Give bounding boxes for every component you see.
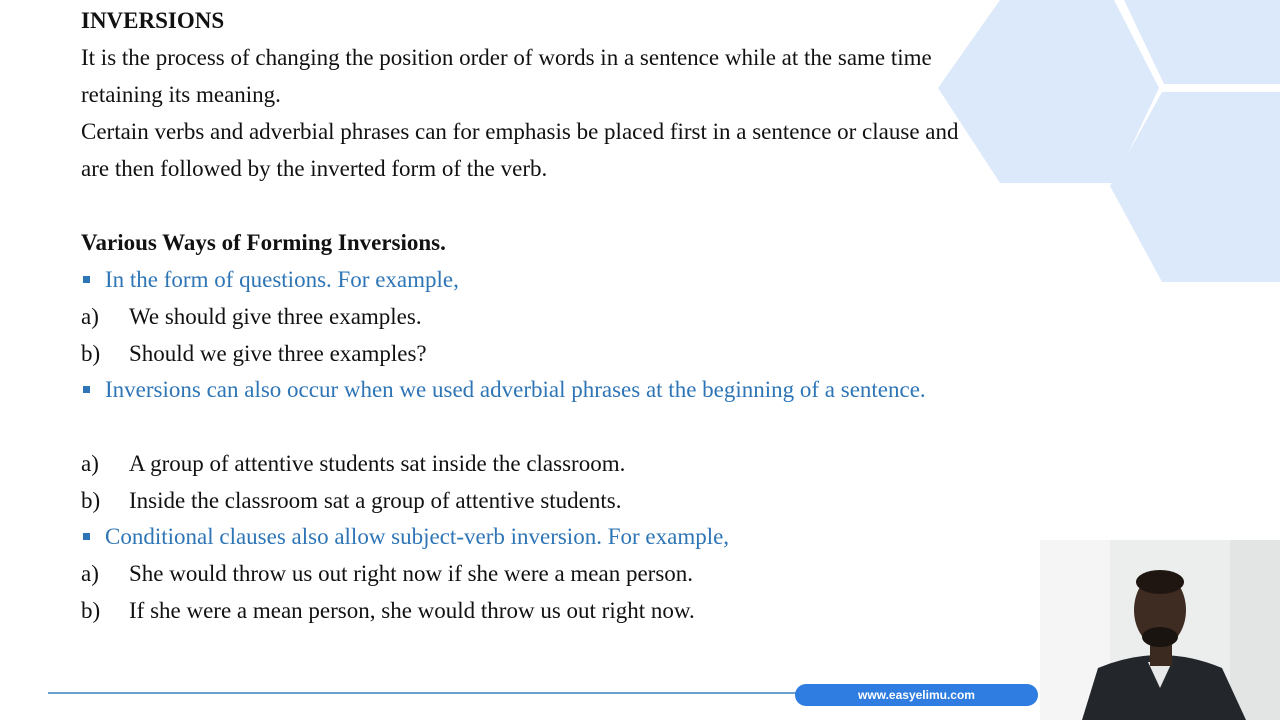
section-subheading: Various Ways of Forming Inversions. bbox=[81, 230, 446, 255]
bullet-text: In the form of questions. For example, bbox=[105, 267, 459, 292]
example-text: If she were a mean person, she would throw us out right now. bbox=[129, 598, 695, 623]
website-badge: www.easyelimu.com bbox=[795, 684, 1038, 706]
example-item bbox=[81, 482, 621, 519]
example-letter: a) bbox=[81, 451, 99, 476]
example-item bbox=[81, 445, 625, 482]
intro-paragraph-1: It is the process of changing the position order of words in a sentence while at the same time retaining its meaning. bbox=[81, 45, 932, 107]
bullet-text: Conditional clauses also allow subject-verb inversion. For example, bbox=[105, 524, 730, 549]
square-bullet-icon bbox=[83, 386, 90, 393]
example-letter: b) bbox=[81, 598, 101, 623]
example-text: We should give three examples. bbox=[129, 304, 422, 329]
bullet-item bbox=[81, 371, 961, 408]
example-text: She would throw us out right now if she were a mean person. bbox=[129, 561, 694, 586]
presenter-figure bbox=[1040, 540, 1280, 720]
example-item bbox=[81, 298, 422, 335]
example-item bbox=[81, 592, 695, 629]
bullet-text: Inversions can also occur when we used adverbial phrases at the beginning of a sentence. bbox=[105, 377, 926, 402]
bullet-item bbox=[81, 518, 961, 555]
example-item bbox=[81, 335, 427, 372]
slide-title: INVERSIONS bbox=[81, 8, 225, 33]
hexagon-decoration bbox=[930, 0, 1280, 290]
example-letter: b) bbox=[81, 488, 101, 513]
example-text: A group of attentive students sat inside the classroom. bbox=[129, 451, 626, 476]
bullet-item bbox=[81, 261, 961, 298]
example-text: Should we give three examples? bbox=[129, 341, 427, 366]
example-letter: a) bbox=[81, 561, 99, 586]
presenter-video bbox=[1040, 540, 1280, 720]
footer-divider bbox=[48, 692, 808, 694]
example-letter: b) bbox=[81, 341, 101, 366]
hexagon-shape bbox=[938, 0, 1159, 183]
example-letter: a) bbox=[81, 304, 99, 329]
intro-paragraph-2: Certain verbs and adverbial phrases can for emphasis be placed first in a sentence or clause and are then followed by the inverted form of the verb. bbox=[81, 119, 959, 181]
square-bullet-icon bbox=[83, 533, 90, 540]
square-bullet-icon bbox=[83, 276, 90, 283]
example-item bbox=[81, 555, 693, 592]
example-text: Inside the classroom sat a group of attentive students. bbox=[129, 488, 622, 513]
